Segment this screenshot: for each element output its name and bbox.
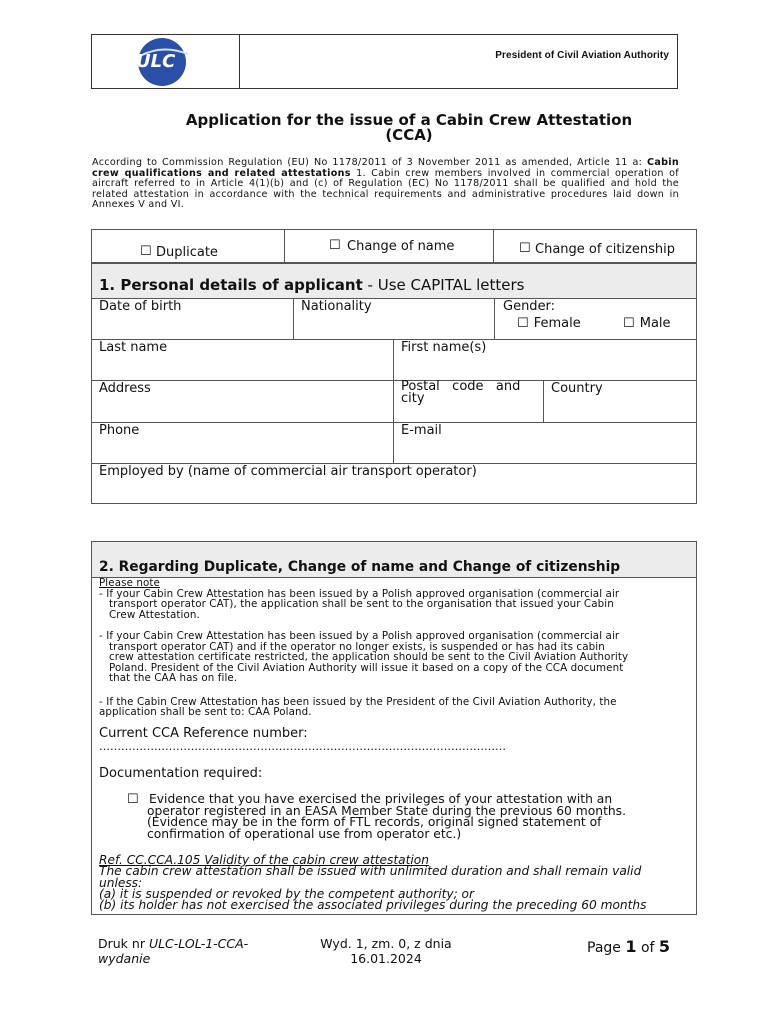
section-1-heading: 1. Personal details of applicant - Use CAPITAL letters	[92, 264, 696, 298]
intro-paragraph: According to Commission Regulation (EU) No 1178/2011 of 3 November 2011 as amended, Article 11 a: Cabin crew qualifications and related attestations 1. Cabin crew members involved in commercial operation of aircraft referred to in Article 4(1)(b) and (c) of Regulation (EC) No 1178/2011 shall be qualified and hold the related attestation in accordance with the technical requirements and administrative procedures laid down in Annexes V and VI.	[92, 157, 679, 210]
phone-field[interactable]: Phone	[92, 422, 394, 463]
document-header	[91, 34, 678, 89]
page-title	[91, 113, 727, 143]
gender-male-option[interactable]: ☐ Male	[623, 316, 671, 331]
first-names-field[interactable]: First name(s)	[394, 339, 696, 380]
validity-reference: Ref. CC.CCA.105 Validity of the cabin crew attestation The cabin crew attestation shall be issued with unlimited duration and shall remain valid unless: (a) it is suspended or revoked by the competent authority; or (b) its holder has not exercised the associated privileges during the preceding 60 months	[99, 853, 647, 913]
checkbox-icon[interactable]: ☐	[127, 792, 139, 807]
checkbox-icon[interactable]: ☐	[519, 241, 531, 256]
country-field[interactable]: Country	[544, 380, 696, 422]
documentation-required-label: Documentation required:	[99, 766, 263, 781]
option-change-of-name[interactable]: ☐ Change of name	[285, 230, 494, 262]
ulc-logo	[130, 36, 200, 88]
request-type-row	[91, 229, 697, 263]
postal-code-city-field[interactable]: Postal code and city	[394, 380, 544, 422]
checkbox-icon[interactable]: ☐	[517, 316, 529, 331]
option-change-of-citizenship[interactable]: ☐ Change of citizenship	[519, 241, 675, 257]
date-of-birth-field[interactable]: Date of birth	[92, 298, 294, 339]
section-personal-details	[91, 263, 697, 504]
svg-text:ULC: ULC	[136, 51, 176, 72]
footer-print-number: Druk nr ULC-LOL-1-CCA- wydanie	[98, 936, 249, 966]
employer-field[interactable]: Employed by (name of commercial air transport operator)	[92, 463, 696, 503]
last-name-field[interactable]: Last name	[92, 339, 394, 380]
title-line-1: Application for the issue of a Cabin Crew Attestation	[185, 111, 633, 129]
checkbox-icon[interactable]: ☐	[140, 244, 152, 259]
checkbox-icon[interactable]: ☐	[329, 238, 341, 253]
section-2-heading: 2. Regarding Duplicate, Change of name and Change of citizenship	[92, 542, 696, 578]
section-2-notes: Please note - If your Cabin Crew Attestation has been issued by a Polish approved organisation (commercial air transport operator CAT), the application shall be sent to the organisation that issued your Cabin Crew Attestation. - If your Cabin Crew Attestation has been issued by a Polish approved organisation (commercial air transport operator CAT) and if the operator no longer exists, is suspended or has had its cabin crew attestation certificate restricted, the application should be sent to the Civil Aviation Authority Poland. President of the Civil Aviation Authority will issue it based on a copy of the CCA document that the CAA has on file. - If the Cabin Crew Attestation has been issued by the President of the Civil Aviation Authority, the application shall be sent to: CAA Poland.	[99, 577, 629, 718]
option-duplicate[interactable]: ☐ Duplicate	[92, 230, 285, 262]
authority-name: President of Civil Aviation Authority	[495, 50, 669, 61]
section-2-bottom-rule	[91, 914, 697, 915]
address-field[interactable]: Address	[92, 380, 394, 422]
gender-female-option[interactable]: ☐ Female	[517, 316, 581, 331]
evidence-item: ☐ Evidence that you have exercised the privileges of your attestation with an operator registered in an EASA Member State during the previous 60 months. (Evidence may be in the form of FTL records, original signed statement of confirmation of operational use from operator etc.)	[127, 792, 627, 841]
gender-field: Gender: ☐ Female ☐ Male	[495, 298, 696, 339]
footer-page-number: Page 1 of 5	[587, 937, 671, 956]
cca-reference-input[interactable]: …………………………………………………………………………………………………	[99, 740, 506, 753]
email-field[interactable]: E-mail	[394, 422, 696, 463]
checkbox-icon[interactable]: ☐	[623, 316, 635, 331]
footer-edition: Wyd. 1, zm. 0, z dnia 16.01.2024	[320, 936, 452, 966]
title-line-2: (CCA)	[385, 126, 433, 144]
current-cca-reference-label: Current CCA Reference number:	[99, 726, 308, 741]
section-duplicate-change	[91, 541, 697, 915]
nationality-field[interactable]: Nationality	[294, 298, 495, 339]
logo-cell	[92, 35, 240, 88]
